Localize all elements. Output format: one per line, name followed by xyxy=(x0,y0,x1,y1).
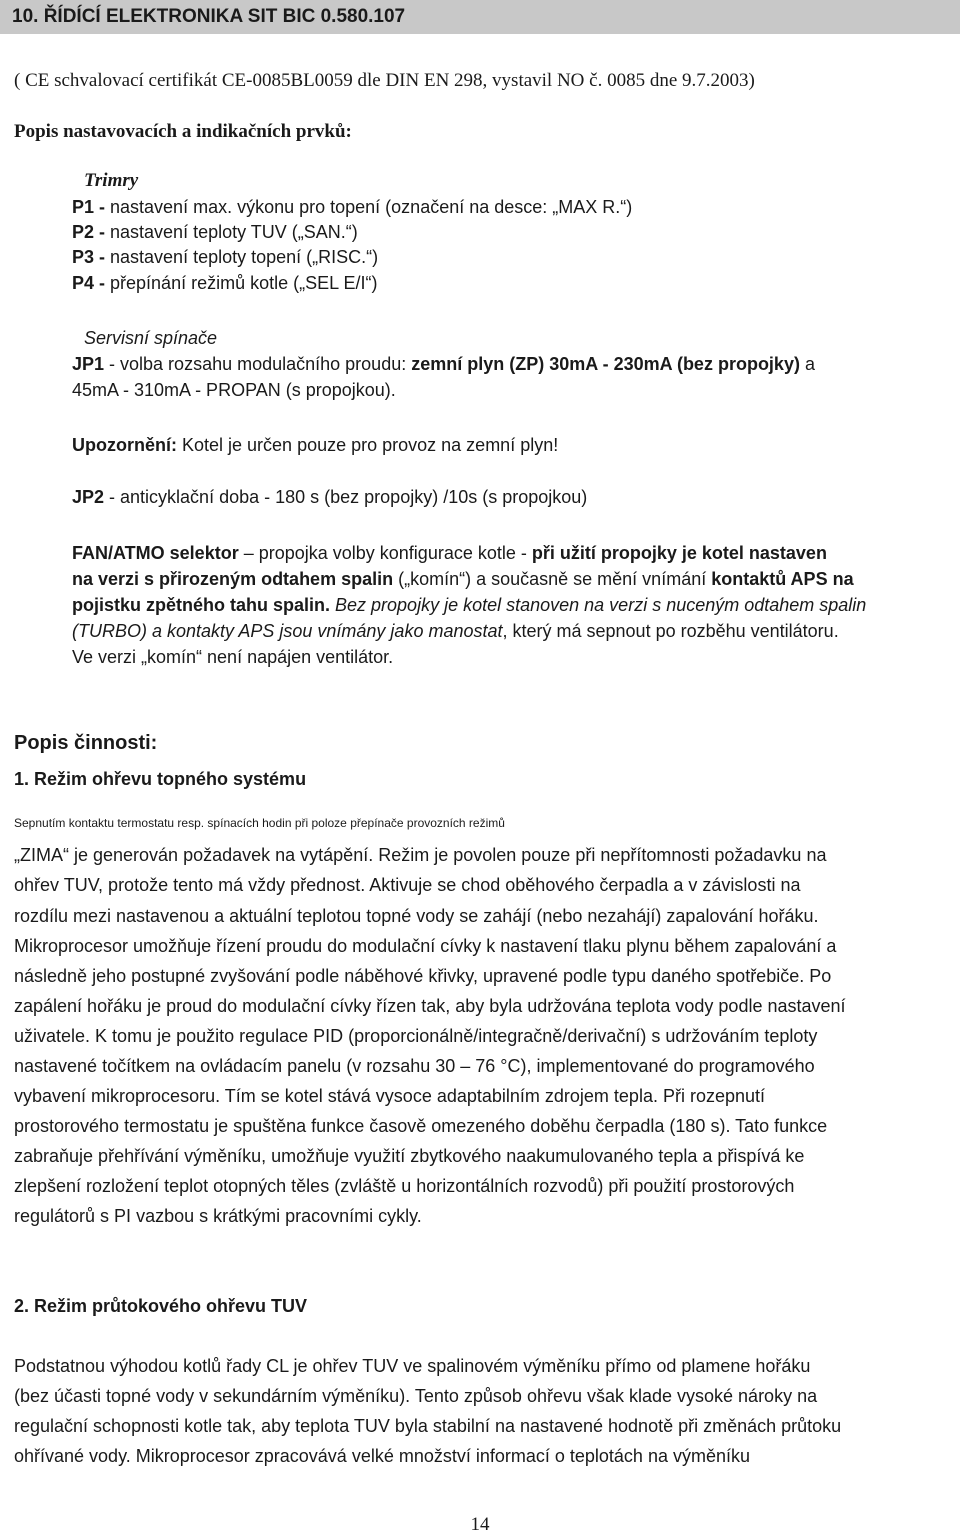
warning-line xyxy=(72,433,558,457)
jp1-range-bold: zemní plyn (ZP) 30mA - 230mA (bez propojky) xyxy=(411,354,800,374)
warning-text: Kotel je určen pouze pro provoz na zemní plyn! xyxy=(177,435,559,455)
fan-italic-text: (TURBO) a kontakty APS jsou vnímány jako manostat xyxy=(72,621,503,641)
section-1-line: prostorového termostatu je spuštěna funkce časově omezeného doběhu čerpadla (180 s). Tato funkce xyxy=(14,1116,828,1136)
jp1-line-2: 45mA - 310mA - PROPAN (s propojkou). xyxy=(72,380,396,400)
fan-line-1 xyxy=(72,541,827,565)
switches-heading: Servisní spínače xyxy=(84,328,218,348)
jp1-text: - volba rozsahu modulačního proudu: xyxy=(104,354,412,374)
fan-line-5: Ve verzi „komín“ není napájen ventilátor. xyxy=(72,647,394,667)
fan-line-3 xyxy=(72,593,866,617)
section-2-line: (bez účasti topné vody v sekundárním výměníku). Tento způsob ohřevu však klade vysoké nároky na xyxy=(14,1386,818,1406)
fan-bold-text: kontaktů APS na xyxy=(711,569,854,589)
section-1-line: nastavené točítkem na ovládacím panelu (v rozsahu 30 – 76 °C), implementované do programového xyxy=(14,1056,815,1076)
trimmer-text: přepínání režimů kotle („SEL E/I“) xyxy=(105,273,378,293)
warning-label: Upozornění: xyxy=(72,435,177,455)
trimmer-text: nastavení max. výkonu pro topení (označení na desce: „MAX R.“) xyxy=(105,197,633,217)
fan-bold-text: na verzi s přirozeným odtahem spalin xyxy=(72,569,394,589)
fan-italic-text: Bez propojky je kotel stanoven na verzi s nuceným odtahem spalin xyxy=(330,595,867,615)
fan-bold-text: při užití propojky je kotel nastaven xyxy=(531,543,827,563)
fan-text: , který má sepnout po rozběhu ventilátoru. xyxy=(502,621,839,641)
trimmer-p3 xyxy=(72,245,378,269)
section-1-line: Sepnutím kontaktu termostatu resp. spínacích hodin při poloze přepínače provozních režimů xyxy=(14,816,505,830)
section-1-line: „ZIMA“ je generován požadavek na vytápění. Režim je povolen pouze při nepřítomnosti požadavku na xyxy=(14,845,827,865)
controls-heading: Popis nastavovacích a indikačních prvků: xyxy=(14,121,352,142)
fan-text: („komín“) a současně se mění vnímání xyxy=(393,569,712,589)
section-1-line: rozdílu mezi nastavenou a aktuální teplotou topné vody se zahájí (nebo nezahájí) zapalování hořáku. xyxy=(14,906,819,926)
trimmer-text: nastavení teploty topení („RISC.“) xyxy=(105,247,379,267)
fan-line-4 xyxy=(72,619,839,643)
trimmer-code: P4 - xyxy=(72,273,106,293)
fan-bold-text: pojistku zpětného tahu spalin. xyxy=(72,595,331,615)
trimmer-p4 xyxy=(72,271,377,295)
trimmers-heading: Trimry xyxy=(84,170,139,191)
section-1-line: zlepšení rozložení teplot otopných těles (zvláště u horizontálních rozvodů) při použití prostorových xyxy=(14,1176,795,1196)
section-1-line: následně jeho postupné zvyšování podle náběhové křivky, upravené podle typu daného spotřebiče. Po xyxy=(14,966,832,986)
section-1-line: regulátorů s PI vazbou s krátkými pracovními cykly. xyxy=(14,1206,422,1226)
section-2-title: 2. Režim průtokového ohřevu TUV xyxy=(14,1296,308,1316)
section-1-line: zapálení hořáku je proud do modulační cívky řízen tak, aby byla udržována teplota vody podle nastavení xyxy=(14,996,846,1016)
jp1-code: JP1 xyxy=(72,354,105,374)
section-1-line: uživatele. K tomu je použito regulace PID (proporcionálně/integračně/derivační) s udržováním teploty xyxy=(14,1026,818,1046)
jp1-text-end: a xyxy=(799,354,815,374)
jp2-code: JP2 xyxy=(72,487,105,507)
trimmer-text: nastavení teploty TUV („SAN.“) xyxy=(105,222,358,242)
section-1-line: vybavení mikroprocesoru. Tím se kotel stává vysoce adaptabilním zdrojem tepla. Při rozepnutí xyxy=(14,1086,766,1106)
section-2-line: Podstatnou výhodou kotlů řady CL je ohřev TUV ve spalinovém výměníku přímo od plamene hořáku xyxy=(14,1356,811,1376)
chapter-header: 10. ŘÍDÍCÍ ELEKTRONIKA SIT BIC 0.580.107 xyxy=(0,0,960,34)
jp1-line-1 xyxy=(72,352,952,376)
certificate-line: ( CE schvalovací certifikát CE-0085BL0059 dle DIN EN 298, vystavil NO č. 0085 dne 9.7.2003) xyxy=(14,70,755,91)
section-1-line: Mikroprocesor umožňuje řízení proudu do modulační cívky k nastavení tlaku plynu během zapalování a xyxy=(14,936,837,956)
trimmer-code: P1 - xyxy=(72,197,106,217)
section-1-line: zabraňuje přehřívání výměníku, umožňuje využití zbytkového naakumulovaného tepla a přispívá ke xyxy=(14,1146,805,1166)
jp2-line xyxy=(72,485,587,509)
jp2-text: - anticyklační doba - 180 s (bez propojky) /10s (s propojkou) xyxy=(104,487,588,507)
page-number: 14 xyxy=(470,1514,490,1535)
trimmer-code: P2 - xyxy=(72,222,106,242)
fan-line-2 xyxy=(72,567,854,591)
section-1-title: 1. Režim ohřevu topného systému xyxy=(14,769,307,789)
trimmer-p1 xyxy=(72,195,632,219)
fan-text: – propojka volby konfigurace kotle - xyxy=(238,543,532,563)
trimmer-code: P3 - xyxy=(72,247,106,267)
section-2-line: regulační schopnosti kotle tak, aby teplota TUV byla stabilní na nastavené hodnotě při změnách průtoku xyxy=(14,1416,842,1436)
trimmer-p2 xyxy=(72,220,358,244)
fan-selector-label: FAN/ATMO selektor xyxy=(72,543,239,563)
section-1-line: ohřev TUV, protože tento má vždy přednost. Aktivuje se chod oběhového čerpadla a v závislosti na xyxy=(14,875,801,895)
section-2-line: ohřívané vody. Mikroprocesor zpracovává velké množství informací o teplotách na výměníku xyxy=(14,1446,750,1466)
operation-heading: Popis činnosti: xyxy=(14,732,158,754)
